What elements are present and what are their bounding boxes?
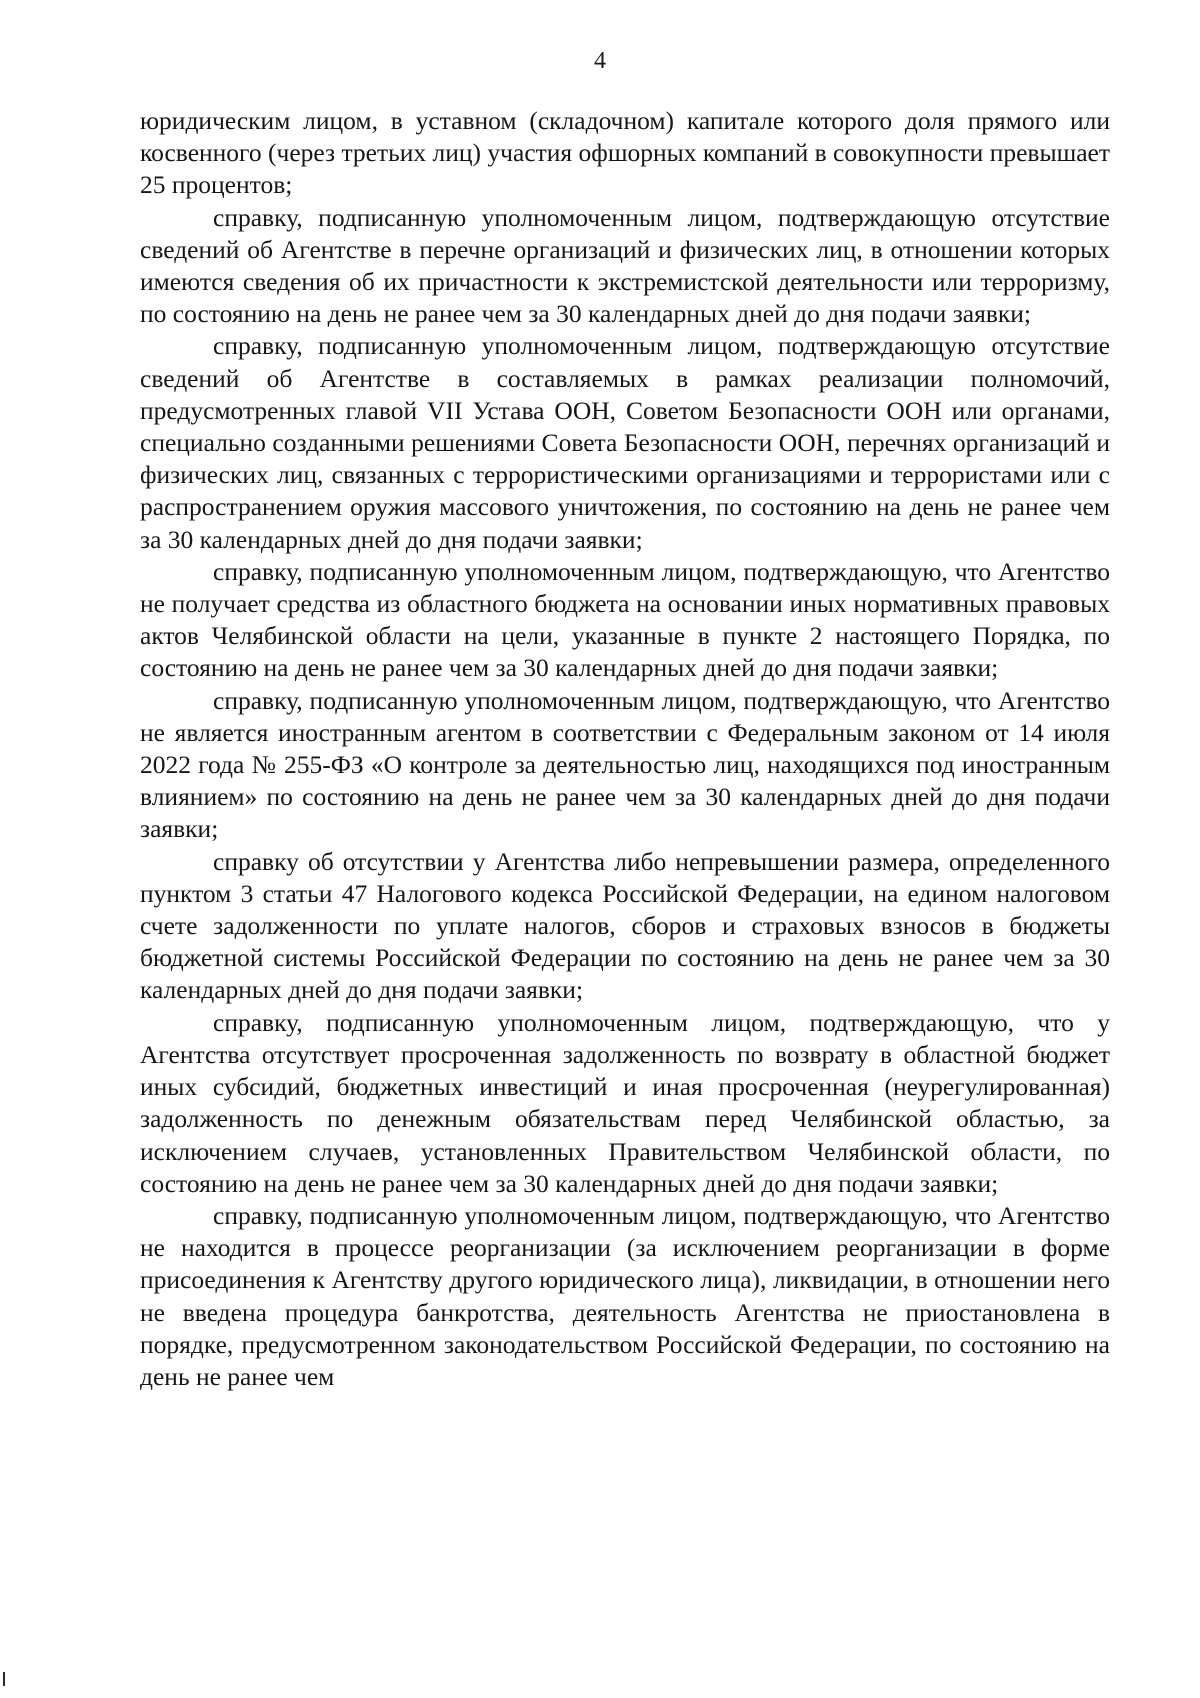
page-number: 4 [594, 48, 606, 74]
paragraph-continuation: юридическим лицом, в уставном (складочном) капитале которого доля прямого или косвенного (через третьих лиц) участия офшорных компаний в совокупности превышает 25 процентов; [140, 106, 1110, 200]
paragraph-un-lists-certificate: справку, подписанную уполномоченным лицом, подтверждающую отсутствие сведений об Агентстве в составляемых в рамках реализации полномочий, предусмотренных главой VII Устава ООН, Советом Безопасности ООН или органами, специально созданными решениями Совета Безопасности ООН, перечнях организаций и физических лиц, связанных с террористическими организациями и террористами или с распространением оружия массового уничтожения, по состоянию на день не ранее чем за 30 календарных дней до дня подачи заявки; [140, 331, 1110, 554]
paragraph-regional-budget-certificate: справку, подписанную уполномоченным лицом, подтверждающую, что Агентство не получает средства из областного бюджета на основании иных нормативных правовых актов Челябинской области на цели, указанные в пункте 2 настоящего Порядка, по состоянию на день не ранее чем за 30 календарных дней до дня подачи заявки; [140, 556, 1110, 683]
scan-edge-mark [3, 1672, 5, 1686]
paragraph-reorganization-certificate: справку, подписанную уполномоченным лицом, подтверждающую, что Агентство не находится в процессе реорганизации (за исключением реорганизации в форме присоединения к Агентству другого юридического лица), ликвидации, в отношении него не введена процедура банкротства, деятельность Агентства не приостановлена в порядке, предусмотренном законодательством Российской Федерации, по состоянию на день не ранее чем [140, 1200, 1110, 1391]
document-body [140, 105, 1110, 1393]
paragraph-overdue-debt-certificate: справку, подписанную уполномоченным лицом, подтверждающую, что у Агентства отсутствует просроченная задолженность по возврату в областной бюджет иных субсидий, бюджетных инвестиций и иная просроченная (неурегулированная) задолженность по денежным обязательствам перед Челябинской областью, за исключением случаев, установленных Правительством Челябинской области, по состоянию на день не ранее чем за 30 календарных дней до дня подачи заявки; [140, 1007, 1110, 1198]
paragraph-extremism-certificate: справку, подписанную уполномоченным лицом, подтверждающую отсутствие сведений об Агентстве в перечне организаций и физических лиц, в отношении которых имеются сведения об их причастности к экстремистской деятельности или терроризму, по состоянию на день не ранее чем за 30 календарных дней до дня подачи заявки; [140, 202, 1110, 329]
paragraph-foreign-agent-certificate: справку, подписанную уполномоченным лицом, подтверждающую, что Агентство не является иностранным агентом в соответствии с Федеральным законом от 14 июля 2022 года № 255-ФЗ «О контроле за деятельностью лиц, находящихся под иностранным влиянием» по состоянию на день не ранее чем за 30 календарных дней до дня подачи заявки; [140, 685, 1110, 844]
paragraph-tax-debt-certificate: справку об отсутствии у Агентства либо непревышении размера, определенного пунктом 3 статьи 47 Налогового кодекса Российской Федерации, на едином налоговом счете задолженности по уплате налогов, сборов и страховых взносов в бюджеты бюджетной системы Российской Федерации по состоянию на день не ранее чем за 30 календарных дней до дня подачи заявки; [140, 846, 1110, 1005]
